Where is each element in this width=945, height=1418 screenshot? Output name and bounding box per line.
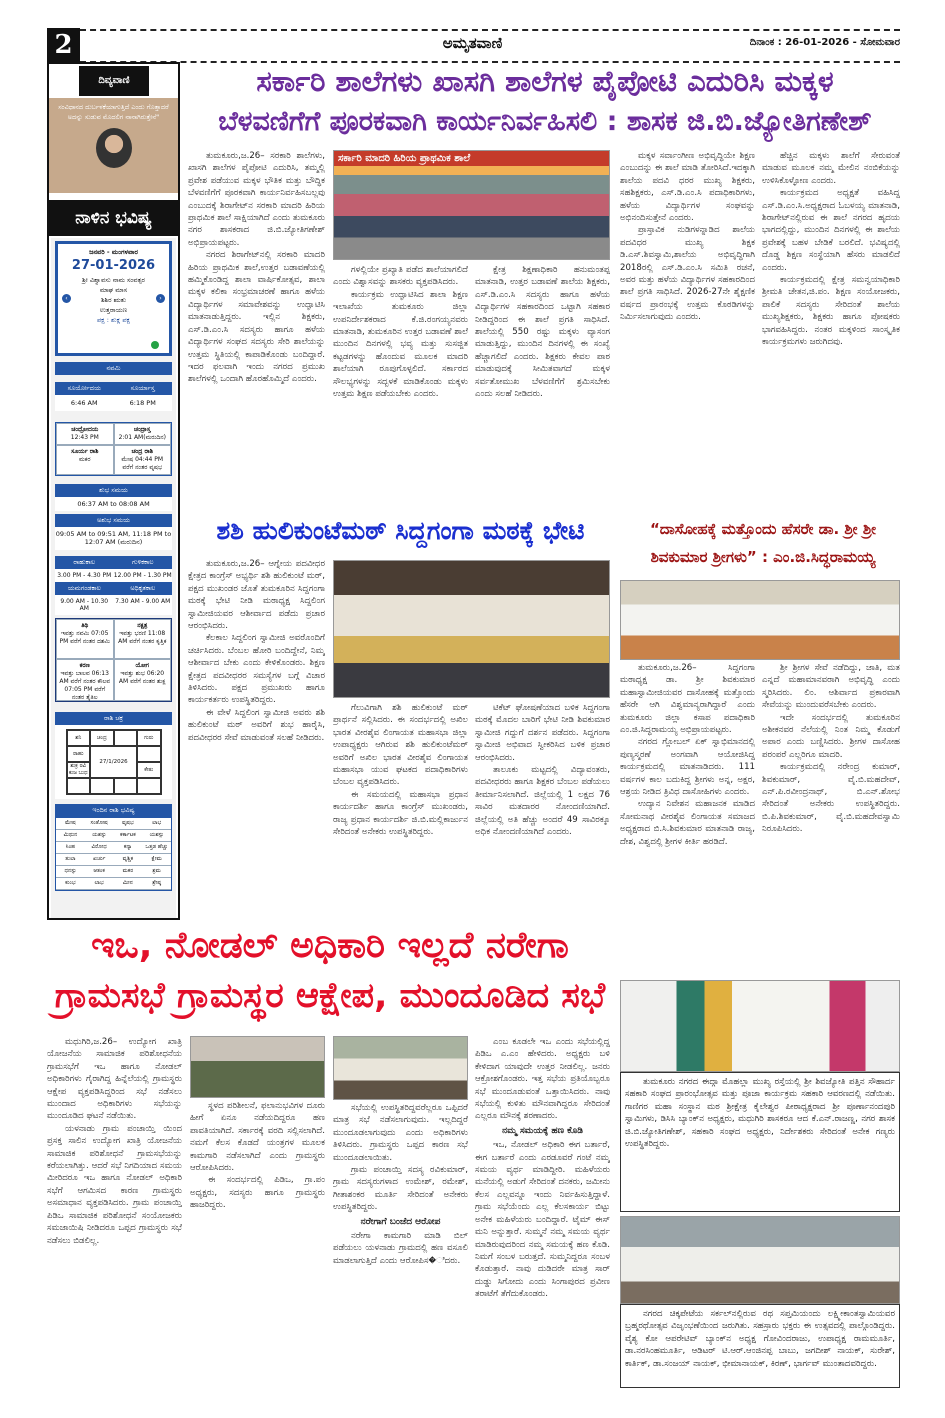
article2-col1: [188, 558, 325, 916]
moon-rashi-grid: [55, 422, 172, 476]
chart-cell: [114, 730, 138, 746]
paragraph: ಕೆಲಕಾಲ ಸಿದ್ದಲಿಂಗ ಸ್ವಾಮೀಜಿ ಅವರೊಂದಿಗೆ ಚರ್ಚಿಸಿದರು. ಬೆಂಬಲ ಹೋರಿ ಬಂದಿದ್ದೇನೆ, ನಿಮ್ಮ ಆಶೀರ್ವಾದ ಬೇಕು ಎಂದು ಕೇಳಿಕೊಂಡರು. ಶಿಕ್ಷಣ ಕ್ಷೇತ್ರದ ಪದವೀಧರರ ಸಮಸ್ಯೆಗಳ ಬಗ್ಗೆ ವಿಚಾರ ತಿಳಿಸಿದರು. ಪಕ್ಷದ ಪ್ರಮುಖರು ಹಾಗೂ ಕಾರ್ಯಕರ್ತರು ಉಪಸ್ಥಿತರಿದ್ದರು.: [188, 633, 325, 706]
article2-photo: [333, 560, 610, 698]
paragraph: ಗೆಲುವಿಗಾಗಿ ಶಶಿ ಹುಲಿಕುಂಟೆ ಮಠ್ ಪ್ರಾರ್ಥನೆ ಸಲ್ಲಿಸಿದರು. ಈ ಸಂದರ್ಭದಲ್ಲಿ ಅಖಿಲ ಭಾರತ ವೀರಶೈವ ಲಿಂಗಾಯತ ಮಹಾಸಭಾ ಜಿಲ್ಲಾ ಉಪಾಧ್ಯಕ್ಷರು ಆಗಿರುವ ಶಶಿ ಹುಲಿಕುಂಟೆಮಠ್ ಅವರಿಗೆ ಅಖಿಲ ಭಾರತ ವೀರಶೈವ ಲಿಂಗಾಯತ ಮಹಾಸಭಾ ಯುವ ಘಟಕದ ಪದಾಧಿಕಾರಿಗಳು ಬೆಂಬಲ ವ್ಯಕ್ತಪಡಿಸಿದರು.: [333, 703, 468, 788]
paragraph: ಇದೇ ಸಂದರ್ಭದಲ್ಲಿ ತುಮಕೂರಿನ ಅಶೀಕನವರ ನೆಲೆಯಲ್ಲಿ ನಿಂತ ನಿಮ್ಮ ಕೊಡುಗೆ ಅಪಾರ ಎಂದು ಬಣ್ಣಿಸಿದರು. ಶ್ರೀಗಳ ದಾಸೋಹ ಪರಂಪರೆ ಎಲ್ಲರಿಗೂ ಮಾದರಿ.: [762, 712, 900, 760]
article3-headline-2: ಶಿವಕುಮಾರ ಶ್ರೀಗಳು” : ಎಂ.ಜಿ.ಸಿದ್ಧರಾಮಯ್ಯ: [650, 548, 876, 566]
karana-label: ಕರಣ: [79, 662, 90, 669]
moonrise-label: ಚಂದ್ರೋದಯ: [71, 426, 99, 433]
paksha: ಪಕ್ಷ : ಶುಕ್ಲ ಪಕ್ಷ: [96, 316, 131, 324]
sunset-label: ಸೂರ್ಯಾಸ್ತ: [130, 384, 155, 392]
ritu: ಶಿಶಿರ ಋತು: [100, 296, 127, 304]
article2-headline: ಶಶಿ ಹುಲಿಕುಂಟೆಮಠ್ ಸಿದ್ದಗಂಗಾ ಮಠಕ್ಕೆ ಭೇಟಿ: [216, 516, 585, 545]
sunrise-label: ಸೂರ್ಯೋದಯ: [67, 384, 101, 392]
paragraph: ಈ ಸಮಯದಲ್ಲಿ ಮಹಾಸಭಾ ಪ್ರಧಾನ ಕಾರ್ಯದರ್ಶಿ ಹಾಗೂ ಕಾಂಗ್ರೆಸ್ ಮುಖಂಡರು, ರಾಜ್ಯ ಪ್ರಧಾನ ಕಾರ್ಯದರ್ಶಿ ಜಿ.ಬಿ.ಮಲ್ಲಿಕಾರ್ಜುನ ಸೇರಿದಂತೆ ಅನೇಕರು ಉಪಸ್ಥಿತರಿದ್ದರು.: [333, 789, 468, 838]
subhead-samaya: ನಮ್ಮ ಸಮಯಕ್ಕೆ ಹಣ ಕೊಡಿ: [502, 1125, 583, 1136]
article4-photo-2: [333, 1036, 468, 1100]
paragraph: ನಗರದ ಚಿಕ್ಕಪೇಟೆಯ ಸರ್ಕಲ್‌ನಲ್ಲಿರುವ ರಥ ಸಪ್ತಮಿಯಂದು ಲಕ್ಷ್ಮೀಕಾಂತಸ್ವಾಮಿಯವರ ಬ್ರಹ್ಮರಥೋತ್ಸವ ವಿಜೃಂಭಣೆಯಿಂದ ಜರುಗಿತು. ಸಹಸ್ರಾರು ಭಕ್ತರು ಈ ಉತ್ಸವದಲ್ಲಿ ಪಾಲ್ಗೊಂಡಿದ್ದರು. ವೈಶ್ಯ ಕೋ ಆಪರೇಟಿವ್ ಬ್ಯಾಂಕ್‌ನ ಅಧ್ಯಕ್ಷ ಗೋವಿಂದರಾಜು, ಉಪಾಧ್ಯಕ್ಷ ರಾಮಮೂರ್ತಿ, ಡಾ.ನರಸಿಂಹಮೂರ್ತಿ, ಆಡಿಟರ್ ಟಿ.ಆರ್.ಆಂಜಿನಪ್ಪ ಬಾಬು, ಜಗದೀಶ್ ನಾಯಕ್, ಸುರೇಶ್, ಕಾರ್ತಿಕ್, ಡಾ.ಸಂಜಯ್ ನಾಯಕ್, ಭೀಮಾನಾಯಕ್, ಕಿರಣ್, ಭಾರ್ಗವ್ ಮುಂತಾದವರಿದ್ದರು.: [625, 1309, 895, 1369]
article1-headline-2: ಬೆಳವಣಿಗೆಗೆ ಪೂರಕವಾಗಿ ಕಾರ್ಯನಿರ್ವಹಿಸಲಿ : ಶಾಸಕ ಜಿ.ಬಿ.ಜ್ಯೋತಿಗಣೇಶ್: [218, 106, 872, 137]
photo-banner: ಸರ್ಕಾರಿ ಮಾದರಿ ಹಿರಿಯ ಪ್ರಾಥಮಿಕ ಶಾಲೆ: [334, 151, 609, 166]
article1-col1: [188, 150, 325, 510]
rashi-prediction: ಶ್ರೇಷ್ಠ: [142, 878, 171, 890]
chandra-rashi: ಮೇಷ 04:44 PM ವರೆಗೆ ನಂತರ ವೃಷಭ: [121, 456, 164, 471]
rashi-chakra: [55, 712, 172, 799]
gulika-label: ಗುಳಿಕಕಾಲ: [132, 558, 154, 566]
yoga-value: ಇವತ್ತು ಶುಭ 06:20 AM ವರೆಗೆ ನಂತರ ಶುಕ್ಲ: [118, 670, 166, 685]
paragraph: ತುಮಕೂರು ನಗರದ ಈದ್ಗಾ ಮೊಹಲ್ಲಾ ಮುಖ್ಯ ರಸ್ತೆಯಲ್ಲಿ ಶ್ರೀ ಶಿವಜ್ಯೋತಿ ಪತ್ತಿನ ಸೌಹಾರ್ದ ಸಹಕಾರಿ ಸಂಘದ ಪ್ರಾರಂಭೋತ್ಸವ ಮತ್ತು ಪೂಜಾ ಕಾರ್ಯಕ್ರಮ ಸಹಕಾರಿ ಆವರಣದಲ್ಲಿ ನಡೆಯಿತು. ಗಾಣಿಗರ ಮಹಾ ಸಂಸ್ಥಾನ ಮಠ ಶ್ರೀಕ್ಷೇತ್ರ ಕೈಲೇಶ್ವರ ಪೀಠಾಧ್ಯಕ್ಷರಾದ ಶ್ರೀ ಪೂರ್ಣಾನಂದಪುರಿ ಸ್ವಾಮಿಗಳು, ಡಿಸಿಸಿ ಬ್ಯಾಂಕ್‌ನ ಅಧ್ಯಕ್ಷರು, ಮಧುಗಿರಿ ಶಾಸಕರೂ ಆದ ಕೆ.ಎನ್.ರಾಜಣ್ಣ, ನಗರ ಶಾಸಕ ಜಿ.ಬಿ.ಜ್ಯೋತಿಗಣೇಶ್, ಸಹಕಾರಿ ಸಂಘದ ಅಧ್ಯಕ್ಷರು, ನಿರ್ದೇಶಕರು ಸೇರಿದಂತೆ ಅನೇಕ ಗಣ್ಯರು ಉಪಸ್ಥಿತರಿದ್ದರು.: [625, 1077, 895, 1150]
portrait-image: [96, 128, 132, 168]
abhijit-time: 7.30 AM - 9.00 AM: [115, 598, 171, 605]
shubha-block: [55, 484, 172, 511]
chart-cell: ರಾಹು: [67, 746, 91, 762]
paragraph: ಪ್ರಾಸ್ತಾವಿಕ ನುಡಿಗಳನ್ನಾಡಿದ ಶಾಲೆಯ ಪದವಿಧರ ಮುಖ್ಯ ಶಿಕ್ಷಕ ಡಿ.ಎಸ್.ಶಿವಸ್ವಾಮಿ,ಶಾಲೆಯ ಅಭಿವೃದ್ಧಿಗಾಗಿ 2018ರಲ್ಲಿ ಎಸ್.ಡಿ.ಎಂ.ಸಿ ಸಮಿತಿ ರಚನೆ, ಅವರ ಮತ್ತು ಹಳೆಯ ವಿದ್ಯಾರ್ಥಿಗಳ ಸಹಕಾರದಿಂದ ಶಾಲೆ ಪ್ರಗತಿ ಸಾಧಿಸಿದೆ. 2026-27ನೇ ಶೈಕ್ಷಣಿಕ ವರ್ಷದ ಪ್ರಾರಂಭಕ್ಕೆ ಉತ್ತಮ ಕೊಠಡಿಗಳನ್ನು ನಿರ್ಮಿಸಲಾಗುವುದು ಎಂದರು.: [620, 225, 755, 323]
article1-col4: [620, 150, 755, 510]
paragraph: ನರೇಗಾ ಕಾಮಗಾರಿ ಮಾಡಿ ಬಿಲ್ ಪಡೆಯಲು ಯಳನಾಡು ಗ್ರಾಮದಲ್ಲಿ ಹಣ ವಸೂಲಿ ಮಾಡಲಾಗುತ್ತಿದೆ ಎಂದು ಆರೋಪಿಸ�ಿದರು.: [333, 1231, 468, 1266]
caption1: [620, 1072, 900, 1212]
next-day-icon[interactable]: ›: [156, 294, 165, 303]
paragraph: ತುಮಕೂರು,ಜ.26– ಆಗ್ನೇಯ ಪದವೀಧರ ಕ್ಷೇತ್ರದ ಕಾಂಗ್ರೆಸ್ ಅಭ್ಯರ್ಥಿ ಶಶಿ ಹುಲಿಕುಂಟೆ ಮಠ್, ಪಕ್ಷದ ಮುಖಂಡರ ಜೊತೆ ತುಮಕೂರಿನ ಸಿದ್ದಗಂಗಾ ಮಠಕ್ಕೆ ಭೇಟಿ ನೀಡಿ ಮಠಾಧ್ಯಕ್ಷ ಸಿದ್ದಲಿಂಗ ಸ್ವಾಮೀಜಿಯವರ ಆಶೀರ್ವಾದ ಪಡೆದು ಪ್ರಚಾರ ಆರಂಭಿಸಿದರು.: [188, 559, 325, 632]
paragraph: ಮಕ್ಕಳ ಸರ್ವಾಂಗೀಣ ಅಭಿವೃದ್ಧಿಯೇ ಶಿಕ್ಷಣ ಎಂಬುದನ್ನು ಈ ಶಾಲೆ ಮಾಡಿ ತೋರಿಸಿದೆ.ಇದಕ್ಕಾಗಿ ಶಾಲೆಯ ಪದವಿ ಧರರ ಮುಖ್ಯ ಶಿಕ್ಷಕರು, ಸಹಶಿಕ್ಷಕರು, ಎಸ್.ಡಿ.ಎಂ.ಸಿ ಪದಾಧಿಕಾರಿಗಳು, ಹಳೆಯ ವಿದ್ಯಾರ್ಥಿಗಳ ಸಂಘವನ್ನು ಅಭಿನಂದಿಸುತ್ತೇನೆ ಎಂದರು.: [620, 151, 755, 224]
quote-box: [49, 98, 178, 193]
paragraph: ಗಳಲ್ಲಿಯೇ ಪ್ರಖ್ಯಾತಿ ಪಡೆದ ಶಾಲೆಯಾಗಲಿದೆ ಎಂದು ವಿಶ್ವಾಸವನ್ನು ಶಾಸಕರು ವ್ಯಕ್ತಪಡಿಸಿದರು.: [333, 265, 468, 288]
panchang-panel: [51, 238, 176, 918]
paragraph: ಕಾರ್ಯಕ್ರಮದಲ್ಲಿ ನರೇಂದ್ರ ಕುಮಾರ್, ಶಿವಕುಮಾರ್, ವೈ.ಬಿ.ಮಹದೇವ್, ಎನ್.ಪಿ.ರವೀಂದ್ರನಾಥ್, ಬಿ.ಎನ್.ಶೋಭ ಸೇರಿದಂತೆ ಅನೇಕರು ಉಪಸ್ಥಿತರಿದ್ದರು. ಬಿ.ಪಿ.ಶಿವಕುಮಾರ್, ವೈ.ಬಿ.ಮಹದೇವಸ್ವಾಮಿ ನಿರೂಪಿಸಿದರು.: [762, 762, 900, 835]
surya-rashi-label: ಸೂರ್ಯ ರಾಶಿ: [71, 448, 99, 455]
article3-col1: [620, 662, 755, 974]
tithi-grid: [55, 618, 172, 702]
rashi-list: [55, 817, 172, 891]
month-weekday: ಜನವರಿ - ಮಂಗಳವಾರ: [89, 248, 138, 256]
shubha-label: ಶುಭ ಸಮಯ: [55, 484, 172, 497]
yama-time: 9.00 AM - 10.30 AM: [60, 598, 109, 612]
article1-col2: [333, 264, 468, 510]
article4-col4b-text: [475, 1139, 610, 1300]
ashubha-block: [55, 514, 172, 550]
rashi-prediction: ಆತಂಕ: [85, 866, 114, 878]
date-card: [55, 241, 172, 356]
article4-col2: [190, 1100, 325, 1396]
kala-grid: [55, 556, 172, 615]
sunrise-time: 6:46 AM: [70, 399, 98, 407]
chandra-rashi-label: ಚಂದ್ರ ರಾಶಿ: [131, 448, 154, 455]
paragraph: ಈ ವೇಳೆ ಸಿದ್ದಲಿಂಗ ಸ್ವಾಮೀಜಿ ಅವರು ಶಶಿ ಹುಲಿಕುಂಟೆ ಮಠ್ ಅವರಿಗೆ ಶುಭ ಹಾರೈಸಿ, ಪದವೀಧರರ ಸೇವೆ ಮಾಡುವಂತೆ ಸಲಹೆ ನೀಡಿದರು.: [188, 707, 325, 743]
rashi-bhavishya: [55, 804, 172, 891]
article2-col3: [475, 702, 610, 916]
article4-col3-text: [333, 1102, 468, 1214]
rashi-name: ವೃಶ್ಚಿಕ: [114, 854, 143, 866]
paragraph: ನಗರದ ಶಿರಾಗೇಟ್‌ನಲ್ಲಿ ಸರಕಾರಿ ಮಾದರಿ ಹಿರಿಯ ಪ್ರಾಥಮಿಕ ಶಾಲೆ,ಉತ್ತರ ಬಡಾವಣೆಯಲ್ಲಿ ಹಮ್ಮಿಕೊಂಡಿದ್ದ ಶಾಲಾ ವಾರ್ಷಿಕೋತ್ಸವ, ಶಾಲಾ ಮಕ್ಕಳ ಕಲಿಕಾ ಸಂಭ್ರಮಾಚರಣೆ ಹಾಗೂ ಹಳೆಯ ವಿದ್ಯಾರ್ಥಿಗಳ ಸಮಾವೇಶವನ್ನು ಉದ್ಘಾಟಿಸಿ ಮಾತನಾಡುತ್ತಿದ್ದರು. ಇಲ್ಲಿನ ಶಿಕ್ಷಕರು, ಎಸ್.ಡಿ.ಎಂ.ಸಿ ಸದಸ್ಯರು ಹಾಗೂ ಹಳೆಯ ವಿದ್ಯಾರ್ಥಿಗಳ ಸಂಘದ ಸದಸ್ಯರು ಸೇರಿ ಶಾಲೆಯನ್ನು ಉತ್ತಮ ಸ್ಥಿತಿಯಲ್ಲಿ ಕಾಪಾಡಿಕೊಂಡು ಬಂದಿದ್ದಾರೆ. ಇದರ ಫಲವಾಗಿ ಇಂದು ನಗರದ ಪ್ರಮುಖ ಶಾಲೆಗಳಲ್ಲಿ ಒಂದಾಗಿ ಹೊರಹೊಮ್ಮಿದೆ ಎಂದರು.: [188, 250, 325, 385]
rashi-prediction: ಯಶಸ್ಸು: [142, 830, 171, 842]
paragraph: ಹೆಚ್ಚಿನ ಮಕ್ಕಳು ಶಾಲೆಗೆ ಸೇರುವಂತೆ ಮಾಡುವ ಮೂಲಕ ನಮ್ಮ ಮೇಲಿನ ನಂಬಿಕೆಯನ್ನು ಉಳಿಸಿಕೊಳ್ಳೋಣ ಎಂದರು.: [762, 151, 900, 186]
rashi-bhavishya-label: ಇಂದಿನ ರಾಶಿ ಭವಿಷ್ಯ: [55, 804, 172, 817]
chart-cell: ಚಂದ್ರ: [90, 730, 114, 746]
samvatsara: ಶ್ರೀ ವಿಶ್ವಾವಸು ನಾಮ ಸಂವತ್ಸರ: [82, 276, 145, 284]
rashi-chakra-label: ರಾಶಿ ಚಕ್ರ: [55, 712, 172, 725]
sunset-time: 6:18 PM: [129, 399, 156, 407]
paragraph: ತುಮಕೂರು,ಜ.26– ಸರಕಾರಿ ಶಾಲೆಗಳು, ಖಾಸಗಿ ಶಾಲೆಗಳ ಪೈಪೋಟಿ ಎದುರಿಸಿ, ತಮ್ಮಲ್ಲಿ ಪ್ರವೇಶ ಪಡೆಯುವ ಮಕ್ಕಳ ಭೌತಿಕ ಮತ್ತು ಬೌದ್ಧಿಕ ಬೆಳವಣಿಗೆಗೆ ಪೂರಕವಾಗಿ ಕಾರ್ಯನಿರ್ವಹಿಸಬಲ್ಲವು ಎಂಬುದಕ್ಕೆ ಶಿರಾಗೇಟ್‌ನ ಸರಕಾರಿ ಮಾದರಿ ಹಿರಿಯ ಪ್ರಾಥಮಿಕ ಶಾಲೆ ಸಾಕ್ಷಿಯಾಗಿದೆ ಎಂದು ತುಮಕೂರು ನಗರ ಶಾಸಕರಾದ ಜಿ.ಬಿ.ಜ್ಯೋತಿಗಣೇಶ್ ಅಭಿಪ್ರಾಯಪಟ್ಟರು.: [188, 151, 325, 248]
gulika-time: 12.00 PM - 1.30 PM: [113, 572, 172, 579]
page-number: 2: [47, 28, 80, 62]
rashi-name: ಮೀನ: [114, 878, 143, 890]
article3-photo: [620, 580, 900, 660]
rashi-name: ಕನ್ಯಾ: [114, 842, 143, 854]
surya-rashi: ಮಕರ: [78, 456, 91, 463]
ashubha-label: ಅಶುಭ ಸಮಯ: [55, 514, 172, 527]
article3-headline-1: “ದಾಸೋಹಕ್ಕೆ ಮತ್ತೊಂದು ಹೆಸರೇ ಡಾ. ಶ್ರೀ ಶ್ರೀ: [649, 520, 877, 538]
rahu-time: 3.00 PM - 4.30 PM: [57, 572, 112, 579]
article4-col3b-text: [333, 1230, 468, 1267]
tithi-value: ಇವತ್ತು ನವಮಿ 07:05 PM ವರೆಗೆ ನಂತರ ದಶಮಿ: [59, 630, 111, 645]
article1-col5: [762, 150, 900, 510]
paragraph: ಸ್ಥಳದ ಪರಿಶೀಲನೆ, ಫಲಾನುಭವಿಗಳ ದೂರು ಹೀಗೆ ಏನೂ ನಡೆಯದಿದ್ದರೂ ಹಣ ಪಾವತಿಯಾಗಿದೆ. ಸರ್ಕಾರಕ್ಕೆ ವರದಿ ಸಲ್ಲಿಸಲಾಗಿದೆ. ನಮಗೆ ಕೆಲಸ ಕೊಡದೆ ಯಂತ್ರಗಳ ಮೂಲಕ ಕಾಮಗಾರಿ ನಡೆಸಲಾಗಿದೆ ಎಂದು ಗ್ರಾಮಸ್ಥರು ಆರೋಪಿಸಿದರು.: [190, 1101, 325, 1174]
chart-cell: ಶುಕ್ರ ರವಿ ಕುಜ ಬುಧ: [67, 762, 91, 778]
header-rule-top: [80, 29, 900, 31]
rashi-name: ಕರ್ಕಾಟಕ: [114, 830, 143, 842]
article4-photo-1: [190, 1036, 325, 1098]
quote-text: ಸಂವಿಧಾನದ ದುರ್ಬಳಕೆಯಾಗುತ್ತಿದೆ ಎಂದು ಗೊತ್ತಾದರೆ ಅದನ್ನು ಸುಡುವ ಮೊದಲಿಗ ನಾನಾಗಿರುತ್ತೇನೆ": [58, 103, 169, 121]
panchang-date: 27-01-2026: [71, 258, 156, 273]
paragraph: ನಗರದ ಗ್ಲೋಬಲ್ ಏಕ್ ಸ್ವಾಭಿಮಾನದಲ್ಲಿ ಪುಣ್ಯಸ್ಮರಣೆ ಅಂಗವಾಗಿ ಆಯೋಜಿಸಿದ್ದ ಕಾರ್ಯಕ್ರಮದಲ್ಲಿ ಮಾತನಾಡಿದರು. 111 ವರ್ಷಗಳ ಕಾಲ ಬದುಕಿದ್ದ ಶ್ರೀಗಳು ಅನ್ನ, ಅಕ್ಷರ, ಆಶ್ರಯ ನೀಡಿದ ತ್ರಿವಿಧ ದಾಸೋಹಿಗಳು ಎಂದರು.: [620, 737, 755, 798]
paragraph: ಕ್ಷೇತ್ರ ಶಿಕ್ಷಣಾಧಿಕಾರಿ ಹನುಮಂತಪ್ಪ ಮಾತನಾಡಿ, ಉತ್ತರ ಬಡಾವಣೆ ಶಾಲೆಯ ಶಿಕ್ಷಕರು, ಎಸ್.ಡಿ.ಎಂ.ಸಿ ಸದಸ್ಯರು ಹಾಗೂ ಹಳೆಯ ವಿದ್ಯಾರ್ಥಿಗಳ ಸಹಕಾರದಿಂದ ಒಟ್ಟಾಗಿ ಸಹಕಾರ ನೀಡಿದ್ದರಿಂದ ಈ ಶಾಲೆ ಪ್ರಗತಿ ಸಾಧಿಸಿದೆ. ಶಾಲೆಯಲ್ಲಿ 550 ರಷ್ಟು ಮಕ್ಕಳು ವ್ಯಾಸಂಗ ಮಾಡುತ್ತಿದ್ದು, ಮುಂದಿನ ದಿನಗಳಲ್ಲಿ ಈ ಸಂಖ್ಯೆ ಹೆಚ್ಚಾಗಲಿದೆ ಎಂದರು. ಶಿಕ್ಷಕರು ಕೇವಲ ಪಾಠ ಮಾಡುವುದಕ್ಕೆ ಸೀಮಿತವಾಗದೆ ಮಕ್ಕಳ ಸರ್ವತೋಮುಖ ಬೆಳವಣಿಗೆಗೆ ಶ್ರಮಿಸಬೇಕು ಎಂದು ಸಲಹೆ ನೀಡಿದರು.: [475, 265, 610, 400]
rashi-name: ಸಿಂಹ: [56, 842, 85, 854]
karana-value: ಇವತ್ತು ಬಾಲವ 06:13 AM ವರೆಗೆ ನಂತರ ಕೌಲವ 07:05 PM ವರೆಗೆ ನಂತರ ತೈತಿಲ: [59, 670, 111, 701]
paragraph: ಈ ಸಂದರ್ಭದಲ್ಲಿ ಪಿಡಿಒ, ಗ್ರಾ.ಪಂ ಅಧ್ಯಕ್ಷರು, ಸದಸ್ಯರು ಹಾಗೂ ಗ್ರಾಮಸ್ಥರು ಹಾಜರಿದ್ದರು.: [190, 1175, 325, 1211]
rashi-name: ತುಲಾ: [56, 854, 85, 866]
moonrise-time: 12:43 PM: [70, 434, 99, 441]
article4-headline-1: ಇಒ, ನೋಡಲ್ ಅಧಿಕಾರಿ ಇಲ್ಲದೆ ನರೇಗಾ: [91, 925, 569, 966]
caption2-photo: [620, 1216, 900, 1304]
yoga-label: ಯೋಗ: [135, 662, 150, 669]
nakshatra-value: ಇವತ್ತು ಭರಣಿ 11:08 AM ವರೆಗೆ ನಂತರ ಕೃತ್ತಿಕ: [118, 630, 167, 645]
rashi-name: ಮಕರ: [114, 866, 143, 878]
paragraph: ಶ್ರೀ ಶ್ರೀಗಳ ಸೇವೆ ನಡೆದಿದ್ದು, ಜಾತಿ, ಮತ ಎನ್ನದೆ ಮಹಾಮಾನವರಾಗಿ ಅಭಿವೃದ್ಧಿ ಎಂದು ಸ್ಮರಿಸಿದರು. ಲಿಂ. ಆಶಿರ್ವಾದ ಪ್ರಕಾರವಾಗಿ ಸೇವೆಯನ್ನು ಮುಂದುವರೆಸಬೇಕು ಎಂದರು.: [762, 663, 900, 711]
rashi-name: ಮಿಥುನ: [56, 830, 85, 842]
paragraph: ತಾಲೂಕು ಮಟ್ಟದಲ್ಲಿ ವಿದ್ಯಾವಂತರು, ಪದವೀಧರರು ಹಾಗೂ ಶಿಕ್ಷಕರ ಬೆಂಬಲ ಪಡೆಯಲು ತೀರ್ಮಾನಿಸಲಾಗಿದೆ. ಜಿಲ್ಲೆಯಲ್ಲಿ 1 ಲಕ್ಷದ 76 ಸಾವಿರ ಮತದಾರರ ನೋಂದಣಿಯಾಗಿದೆ. ಜಿಲ್ಲೆಯಲ್ಲಿ ಅತಿ ಹೆಚ್ಚು ಅಂದರೆ 49 ಸಾವಿರಕ್ಕೂ ಅಧಿಕ ನೋಂದಣಿಯಾಗಿದೆ ಎಂದರು.: [475, 765, 610, 838]
rashi-prediction: ಖರ್ಚು: [85, 854, 114, 866]
paragraph: ಸಭೆಯಲ್ಲಿ ಉಪಸ್ಥಿತರಿದ್ದವರೆಲ್ಲರೂ ಒಪ್ಪಿದರೆ ಮಾತ್ರ ಸಭೆ ನಡೆಸಲಾಗುವುದು. ಇಲ್ಲದಿದ್ದರೆ ಮುಂದೂಡಲಾಗುವುದು ಎಂದು ಅಧಿಕಾರಿಗಳು ತಿಳಿಸಿದರು. ಗ್ರಾಮಸ್ಥರು ಒಪ್ಪದ ಕಾರಣ ಸಭೆ ಮುಂದೂಡಲಾಯಿತು.: [333, 1103, 468, 1163]
nakshatra-label: ನಕ್ಷತ್ರ: [137, 622, 148, 629]
issue-date: ದಿನಾಂಕ : 26-01-2026 - ಸೋಮವಾರ: [749, 37, 900, 48]
rahu-label: ರಾಹುಕಾಲ: [73, 558, 96, 566]
ashubha-time: 09:05 AM to 09:51 AM, 11:18 PM to 12:07 AM (ಮರುದಿನ): [55, 527, 172, 550]
chart-cell: [137, 778, 161, 794]
rashi-prediction: ವಿರೋಧ: [85, 842, 114, 854]
rashi-prediction: ಲಾಭ: [85, 878, 114, 890]
paragraph: ಯಳನಾಡು ಗ್ರಾಮ ಪಂಚಾಯ್ತಿ ಯಿಂದ ಪ್ರಸಕ್ತ ಸಾಲಿನ ಉದ್ಯೋಗ ಖಾತ್ರಿ ಯೋಜನೆಯ ಸಾಮಾಜಿಕ ಪರಿಶೋಧನೆ ಗ್ರಾಮಸಭೆಯನ್ನು ಕರೆಯಲಾಗಿತ್ತು. ಆದರೆ ಸಭೆ ನಿಗದಿಯಾದ ಸಮಯ ಮೀರಿದರೂ ಇಒ ಹಾಗೂ ನೋಡಲ್ ಅಧಿಕಾರಿ ಸಭೆಗೆ ಆಗಮಿಸದ ಕಾರಣ ಗ್ರಾಮಸ್ಥರು ಅಸಮಾಧಾನ ವ್ಯಕ್ತಪಡಿಸಿದರು. ಗ್ರಾಮ ಪಂಚಾಯ್ತಿ ಪಿಡಿಒ ಸಾಮಾಜಿಕ ಪರಿಶೋಧನೆ ಸಂಯೋಜಕರು ಸಮಜಾಯಿಷಿ ನೀಡಿದರೂ ಒಪ್ಪದ ಗ್ರಾಮಸ್ಥರು ಸಭೆ ನಡೆಸಲು ಬಿಡಲಿಲ್ಲ.: [47, 1123, 182, 1246]
paragraph: ಟಿಕೆಟ್ ಘೋಷಣೆಯಾದ ಬಳಿಕ ಸಿದ್ದಗಂಗಾ ಮಠಕ್ಕೆ ಮೊದಲ ಬಾರಿಗೆ ಭೇಟಿ ನೀಡಿ ಶಿವಕುಮಾರ ಸ್ವಾಮೀಜಿ ಗದ್ದುಗೆ ದರ್ಶನ ಪಡೆದರು. ಸಿದ್ದಗಂಗಾ ಸ್ವಾಮೀಜಿ ಅಭಿವಾದ ಸ್ವೀಕರಿಸಿದ ಬಳಿಕ ಪ್ರಚಾರ ಆರಂಭಿಸಿದರು.: [475, 703, 610, 763]
tithi-bar: ನವಮಿ: [55, 362, 172, 375]
tithi-label: ತಿಥಿ: [81, 622, 89, 629]
whatsapp-icon[interactable]: [151, 341, 159, 349]
article3-col2: [762, 662, 900, 974]
chart-cell: [67, 778, 91, 794]
rashi-name: ಕುಂಭ: [56, 878, 85, 890]
paragraph: ಗ್ರಾಮ ಪಂಚಾಯ್ತಿ ಸದಸ್ಯ ರವಿಕುಮಾರ್, ಗ್ರಾಮ ಸದಸ್ಯರುಗಳಾದ ಉಮೇಶ್, ರಮೇಶ್, ಗೀತಾಶಂಕರ ಮೂರ್ತಿ ಸೇರಿದಂತೆ ಅನೇಕರು ಉಪಸ್ಥಿತರಿದ್ದರು.: [333, 1165, 468, 1213]
subhead-narega: ನರೇಗಾಗೆ ಬಂಜೆದ ಆರೋಪ: [360, 1216, 441, 1227]
chart-cell: [114, 778, 138, 794]
sun-times: [55, 382, 172, 411]
bhavishya-title: ನಾಳಿನ ಭವಿಷ್ಯ: [49, 200, 178, 236]
rashi-chakra-grid: [66, 729, 162, 795]
rashi-name: ಧನಸ್ಸು: [56, 866, 85, 878]
rashi-name: ವೃಷಭ: [114, 818, 143, 830]
article4-col4: [475, 1036, 610, 1396]
rashi-prediction: ಶ್ರಮ: [142, 866, 171, 878]
chart-cell: [137, 746, 161, 762]
rashi-prediction: ಯಶಸ್ಸು: [85, 830, 114, 842]
paragraph: ಕಾರ್ಯಕ್ರಮ ಉದ್ಘಾಟಿಸಿದ ಶಾಲಾ ಶಿಕ್ಷಣ ಇಲಾಖೆಯ ತುಮಕೂರು ಜಿಲ್ಲಾ ಉಪನಿರ್ದೇಶಕರಾದ ಕೆ.ಜಿ.ರಂಗಯ್ಯನವರು ಮಾತನಾಡಿ, ತುಮಕೂರಿನ ಉತ್ತರ ಬಡಾವಣೆ ಶಾಲೆ ಮುಂದಿನ ದಿನಗಳಲ್ಲಿ ಭವ್ಯ ಮತ್ತು ಸುಸಜ್ಜಿತ ಕಟ್ಟಡಗಳನ್ನು ಹೊಂದುವ ಮೂಲಕ ಮಾದರಿ ಶಾಲೆಯಾಗಿ ರೂಪುಗೊಳ್ಳಲಿದೆ. ಸರ್ಕಾರದ ಸೌಲಭ್ಯಗಳನ್ನು ಸದ್ಬಳಕೆ ಮಾಡಿಕೊಂಡು ಮಕ್ಕಳು ಉತ್ತಮ ಶಿಕ್ಷಣ ಪಡೆಯಬೇಕು ಎಂದರು.: [333, 289, 468, 400]
article4-col3: [333, 1102, 468, 1396]
rashi-prediction: ಸಂತೋಷ: [85, 818, 114, 830]
chart-cell: [90, 778, 114, 794]
article1-col3: [475, 264, 610, 510]
sidebar: [47, 62, 180, 920]
rashi-name: ಮೇಷ: [56, 818, 85, 830]
paragraph: ಇಒ, ನೋಡಲ್ ಅಧಿಕಾರಿ ಈಗ ಬರ್ತಾರೆ, ಈಗ ಬರ್ತಾರೆ ಎಂದು ಎರಡೂವರೆ ಗಂಟೆ ನಮ್ಮ ಸಮಯ ವ್ಯರ್ಥ ಮಾಡಿದ್ದೀರಿ. ಮಹಿಳೆಯರು ಮನೆಯಲ್ಲಿ ಅಡುಗೆ ಸೇರಿದಂತೆ ದನಕರು, ಜಮೀನು ಕೆಲಸ ಎಲ್ಲವನ್ನೂ ಇಂದು ನಿರ್ವಹಿಸುತ್ತಿದ್ದಾಳೆ. ಗ್ರಾಮ ಸಭೆಯೆಂದು ಎಲ್ಲ ಕೆಲಸಕಾರ್ಯ ಬಿಟ್ಟು ಅನೇಕ ಮಹಿಳೆಯರು ಬಂದಿದ್ದಾರೆ. ಟೈಮ್ ಈಸ್ ಮನಿ ಅನ್ನುತ್ತಾರೆ. ಸುಮ್ಮನೆ ನಮ್ಮ ಸಮಯ ವ್ಯರ್ಥ ಮಾಡಿರುವುದರಿಂದ ನಮ್ಮ ಸಮಯಕ್ಕೆ ಹಣ ಕೊಡಿ. ನಿಮಗೆ ಸಂಬಳ ಬರುತ್ತದೆ. ಸುಮ್ಮನಿದ್ದರೂ ಸಂಬಳ ಕೊಡುತ್ತಾರೆ. ನಾವು ದುಡಿದರೇ ಮಾತ್ರ ಸಾರ್ ದುಡ್ಡು ಸಿಗೋದು ಎಂದು ಸಿಂಗಾಪುರದ ಪ್ರವೀಣ ತರಾಟೆಗೆ ತೆಗೆದುಕೊಂಡರು.: [475, 1140, 610, 1300]
prev-day-icon[interactable]: ‹: [62, 294, 71, 303]
article4-headline-2: ಗ್ರಾಮಸಭೆ ಗ್ರಾಮಸ್ಥರ ಆಕ್ಷೇಪ, ಮುಂದೂಡಿದ ಸಭೆ: [54, 976, 606, 1016]
shubha-time: 06:37 AM to 08:08 AM: [55, 497, 172, 511]
header-rule-bottom: [80, 61, 900, 63]
article4-col1: [47, 1036, 182, 1396]
paragraph: ಎಂಬ ಕೂಡಲೇ ಇಒ ಎಂದು ಸಭೆಯಲ್ಲಿದ್ದ ಪಿಡಿಒ ಎ.ಎಂ ಹೇಳಿದರು. ಅಧ್ಯಕ್ಷರು ಬಳಿ ಕೇಳಿದಾಗ ಯಾವುದೇ ಉತ್ತರ ನೀಡಲಿಲ್ಲ. ಜನರು ಆಕ್ರೋಶಗೊಂಡರು. ಇತ್ತ ಸಭೆಯ ಪ್ರತಿಯೊಬ್ಬರೂ ಸಭೆ ಮುಂದೂಡುವಂತೆ ಒತ್ತಾಯಿಸಿದರು. ನಾವು ಸಭೆಯಲ್ಲಿ ಕುಳಿತು ಮೌನವಾಗಿದ್ದರೂ ಸೇರಿದಂತೆ ಎಲ್ಲರೂ ಮೌನಕ್ಕೆ ಶರಣಾದರು.: [475, 1037, 610, 1122]
moonset-label: ಚಂದ್ರಾಸ್ತ: [133, 426, 151, 433]
rashi-prediction: ಲಾಭ: [142, 818, 171, 830]
rashi-prediction: ಕ್ಷೇಮ: [142, 854, 171, 866]
paragraph: ಕಾರ್ಯಕ್ರಮದಲ್ಲಿ ಕ್ಷೇತ್ರ ಸಮನ್ವಯಾಧಿಕಾರಿ ಶ್ರೀಮತಿ ಚೇತನ,ಜಿ.ಪಂ. ಶಿಕ್ಷಣ ಸಂಯೋಜಕರು, ಪಾಲಿಕೆ ಸದಸ್ಯರು ಸೇರಿದಂತೆ ಶಾಲೆಯ ಮುಖ್ಯಶಿಕ್ಷಕರು, ಶಿಕ್ಷಕರು ಹಾಗೂ ಪೋಷಕರು ಭಾಗವಹಿಸಿದ್ದರು. ನಂತರ ಮಕ್ಕಳಿಂದ ಸಾಂಸ್ಕೃತಿಕ ಕಾರ್ಯಕ್ರಮಗಳು ಜರುಗಿದವು.: [762, 275, 900, 348]
article1-photo: [333, 150, 610, 260]
yama-label: ಯಮಗಂಡಕಾಲ: [67, 584, 101, 592]
caption1-photo: [620, 980, 900, 1072]
chart-center-date: 27/1/2026: [90, 746, 137, 778]
paragraph: ಉದ್ಯಾನ ನಿವೇಶನ ಮಹಾಜನಕ ಮಾಡಿದ ಸೋಮನಾಥ ವೀರಶೈವ ಲಿಂಗಾಯತ ಸಮಾಜದ ಅಧ್ಯಕ್ಷರಾದ ಬಿ.ಸಿ.ಶಿವಕುಮಾರ ಮಾತನಾಡಿ ರಾಜ್ಯ, ದೇಶ, ವಿಶ್ವದಲ್ಲಿ ಶ್ರೀಗಳ ಕೀರ್ತಿ ಹರಡಿದೆ.: [620, 799, 755, 847]
divyavani-title: ದಿವ್ಯವಾಣಿ: [79, 66, 149, 96]
ayana: ಉತ್ತರಾಯಣ: [99, 306, 128, 314]
rashi-prediction: ಒತ್ತಡ ಹೆಚ್ಚು: [142, 842, 171, 854]
abhijit-label: ಅಧಿಕೃತಕಾಲ: [130, 584, 156, 592]
paragraph: ಮಧುಗಿರಿ,ಜ.26– ಉದ್ಯೋಗ ಖಾತ್ರಿ ಯೋಜನೆಯ ಸಾಮಾಜಿಕ ಪರಿಶೋಧನೆಯ ಗ್ರಾಮಸಭೆಗೆ ಇಒ ಹಾಗೂ ನೋಡಲ್ ಅಧಿಕಾರಿಗಳು ಗೈರಾಗಿದ್ದ ಹಿನ್ನೆಲೆಯಲ್ಲಿ ಗ್ರಾಮಸ್ಥರು ಆಕ್ಷೇಪ ವ್ಯಕ್ತಪಡಿಸಿದ್ದರಿಂದ ಸಭೆ ನಡೆಸಲು ಮುಂದಾದ ಅಧಿಕಾರಿಗಳು ಸಭೆಯನ್ನು ಮುಂದೂಡಿದ ಘಟನೆ ನಡೆಯಿತು.: [47, 1037, 182, 1122]
masa: ಮಾಘ ಮಾಸ: [99, 286, 128, 294]
chart-cell: ಗುರು: [137, 730, 161, 746]
moonset-time: 2:01 AM(ಮರುದಿನ): [118, 434, 166, 441]
masthead-title: ಅಮೃತವಾಣಿ: [442, 34, 503, 52]
article4-col4-text: [475, 1036, 610, 1123]
chart-cell: ಶನಿ: [67, 730, 91, 746]
paragraph: ತುಮಕೂರು,ಜ.26– ಸಿದ್ದಗಂಗಾ ಮಠಾಧ್ಯಕ್ಷ ಡಾ. ಶ್ರೀ ಶಿವಕುಮಾರ ಮಹಾಸ್ವಾಮೀಜಿಯವರ ದಾಸೋಹಕ್ಕೆ ಮತ್ತೊಂದು ಹೆಸರೇ ಆಗಿ ವಿಶ್ವಮಾನ್ಯರಾಗಿದ್ದಾರೆ ಎಂದು ತುಮಕೂರು ಜಿಲ್ಲಾ ಕಸಾಪ ಪದಾಧಿಕಾರಿ ಎಂ.ಜಿ.ಸಿದ್ಧರಾಮಯ್ಯ ಅಭಿಪ್ರಾಯಪಟ್ಟರು.: [620, 663, 755, 736]
chart-cell: ಕೇತು: [137, 762, 161, 778]
paragraph: ಕಾರ್ಯಕ್ರಮದ ಅಧ್ಯಕ್ಷತೆ ವಹಿಸಿದ್ದ ಎಸ್.ಡಿ.ಎಂ.ಸಿ.ಅಧ್ಯಕ್ಷರಾದ ಓಬಳಯ್ಯ ಮಾತನಾಡಿ, ಶಿರಾಗೇಟ್‌ನಲ್ಲಿರುವ ಈ ಶಾಲೆ ನಗರದ ಹೃದಯ ಭಾಗದಲ್ಲಿದ್ದು, ಮುಂದಿನ ದಿನಗಳಲ್ಲಿ ಈ ಶಾಲೆಯ ಪ್ರವೇಶಕ್ಕೆ ಬಹಳ ಬೇಡಿಕೆ ಬರಲಿದೆ. ಭವಿಷ್ಯದಲ್ಲಿ ದೊಡ್ಡ ಶಿಕ್ಷಣ ಸಂಸ್ಥೆಯಾಗಿ ಹೆಸರು ಮಾಡಲಿದೆ ಎಂದರು.: [762, 188, 900, 273]
article2-col2: [333, 702, 468, 916]
caption2: [620, 1304, 900, 1388]
article1-headline-1: ಸರ್ಕಾರಿ ಶಾಲೆಗಳು ಖಾಸಗಿ ಶಾಲೆಗಳ ಪೈಪೋಟಿ ಎದುರಿಸಿ ಮಕ್ಕಳ: [256, 64, 834, 98]
